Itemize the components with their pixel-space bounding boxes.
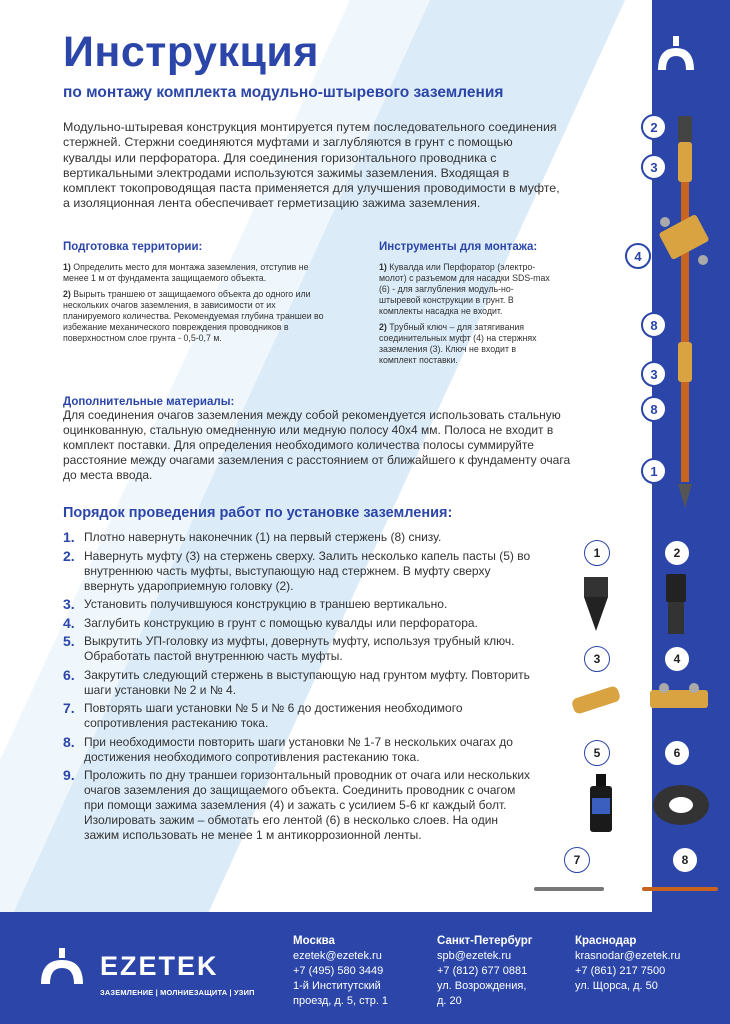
tools-heading: Инструменты для монтажа:	[379, 241, 538, 253]
step-item	[63, 634, 533, 664]
city-krasnodar	[575, 934, 680, 994]
prep-heading: Подготовка территории:	[63, 241, 203, 253]
page-subtitle: по монтажу комплекта модульно-штыревого заземления	[63, 84, 504, 101]
clamp-part-image	[646, 678, 712, 720]
diagram-label: 2	[641, 114, 667, 140]
intro-paragraph: Модульно-штыревая конструкция монтируется путем последовательного соединения стержней. Стержни соединяются муфтами и заглубляются в грунт с помощью кувалды или перфоратора. Для соединения горизонтального проводника с вертикальными электродами используются зажимы заземления. Входящая в комплект токопроводящая паста применяется для улучшения проводимости в муфте, а изоляционная лента обеспечивает герметизацию зажима заземления.	[63, 120, 560, 211]
impact-head	[678, 116, 692, 142]
tools-item	[379, 262, 554, 317]
part-label: 4	[664, 646, 690, 672]
city-phone[interactable]: +7 (861) 217 7500	[575, 965, 666, 977]
prep-list	[63, 262, 328, 349]
tools-item-num: 1)	[379, 262, 387, 272]
step-item	[63, 530, 533, 545]
step-number: 7.	[63, 700, 75, 716]
step-text: При необходимости повторить шаги установки № 1-7 в нескольких очагах до достижения необходимого сопротивления растеканию тока.	[84, 734, 513, 764]
bar-part-image	[534, 884, 604, 894]
step-item	[63, 735, 533, 765]
city-email[interactable]: spb@ezetek.ru	[437, 950, 512, 962]
step-number: 4.	[63, 614, 75, 631]
city-phone[interactable]: +7 (812) 677 0881	[437, 965, 528, 977]
coupling-mid	[678, 342, 692, 382]
tools-item-text: Кувалда или Перфоратор (электро-молот) с разъемом для насадки SDS-max (6) - для заглубления модуль-но-штыревой конструкции в грунт. В комплекты насадка не входит.	[379, 262, 550, 316]
tape-roll-part-image	[650, 780, 712, 830]
city-address: ул. Возрождения,	[437, 980, 527, 992]
footer-tagline: ЗАЗЕМЛЕНИЕ | МОЛНИЕЗАЩИТА | УЗИП	[100, 988, 255, 997]
extra-heading: Дополнительные материалы:	[63, 396, 235, 408]
step-number: 2.	[63, 547, 75, 564]
steps-list	[63, 530, 533, 847]
step-item	[63, 768, 533, 843]
coupling-part-image	[566, 682, 626, 718]
rod-part-image	[642, 884, 718, 894]
prep-item-num: 1)	[63, 262, 71, 272]
part-label: 6	[664, 740, 690, 766]
step-item	[63, 616, 533, 631]
diagram-label: 3	[641, 154, 667, 180]
tools-item-num: 2)	[379, 322, 387, 332]
city-address: д. 20	[437, 995, 462, 1007]
city-phone[interactable]: +7 (495) 580 3449	[293, 965, 384, 977]
diagram-label: 8	[641, 312, 667, 338]
city-address: 1-й Институтский	[293, 980, 381, 992]
tools-list	[379, 262, 554, 371]
step-number: 8.	[63, 733, 75, 750]
step-text: Выкрутить УП-головку из муфты, довернуть муфту, используя трубный ключ. Обработать пастой внутреннюю часть муфты.	[84, 634, 515, 663]
step-text: Заглубить конструкцию в грунт с помощью кувалды или перфоратора.	[84, 615, 478, 630]
step-text: Проложить по дну траншеи горизонтальный проводник от очага или нескольких очагов заземления до защищаемого объекта. Соединить проводник с очагом при помощи зажима заземления (4) и зажать с усилием 5-6 кг каждый болт. Изолировать зажим – обмотать его лентой (6) в несколько слоев. На один зажим использовать не менее 1 м антикоррозионной ленты.	[84, 768, 531, 842]
step-item	[63, 549, 533, 594]
footer-brand: EZETEK	[100, 951, 219, 981]
part-label: 1	[584, 540, 610, 566]
city-email[interactable]: krasnodar@ezetek.ru	[575, 950, 681, 962]
diagram-label: 1	[641, 458, 667, 484]
part-label: 5	[584, 740, 610, 766]
step-text: Установить получившуюся конструкцию в траншею вертикально.	[84, 597, 448, 611]
tools-item-text: Трубный ключ – для затягивания соединительных муфт (4) на стержнях заземления (3). Ключ не входит в комплект поставки.	[379, 322, 537, 365]
city-name: Санкт-Петербург	[437, 935, 533, 947]
paste-bottle-part-image	[586, 772, 616, 834]
prep-item-text: Вырыть траншею от защищаемого объекта до одного или нескольких очагов заземления, в зависимости от их планируемого количества. Рекомендуемая глубина траншеи во избежание механического повреждения проводников в поверхностном слое грунта - 0,5-0,7 м.	[63, 289, 324, 343]
clamp-bolt	[698, 255, 708, 265]
part-label: 3	[584, 646, 610, 672]
footer-logo-icon	[38, 948, 86, 984]
diagram-label: 8	[641, 396, 667, 422]
rod-shaft	[681, 142, 689, 482]
city-name: Краснодар	[575, 935, 637, 947]
clamp-bolt	[660, 217, 670, 227]
extra-paragraph: Для соединения очагов заземления между собой рекомендуется использовать стальную оцинкованную, стальную омедненную или медную полосу 40х4 мм. Полоса не входит в комплект поставки. Для определения необходимого количества полосы суммируйте расстояние между очагами заземления с расстоянием от ближайшего к фундаменту очага до места ввода.	[63, 408, 571, 482]
prep-item-text: Определить место для монтажа заземления, отступив не менее 1 м от фундамента защищаемого объекта.	[63, 262, 309, 283]
tip	[678, 484, 692, 508]
prep-item	[63, 289, 328, 344]
step-item	[63, 668, 533, 698]
step-number: 6.	[63, 666, 75, 683]
part-label: 8	[672, 847, 698, 873]
step-number: 9.	[63, 767, 75, 783]
step-item	[63, 597, 533, 612]
city-address: проезд, д. 5, стр. 1	[293, 995, 389, 1007]
step-text: Навернуть муфту (3) на стержень сверху. Залить несколько капель пасты (5) во внутреннюю часть муфты, выступающую над стержнем. В муфту сверху ввернуть удароприемную головку (2).	[84, 548, 531, 593]
page-title: Инструкция	[63, 28, 319, 76]
step-text: Плотно навернуть наконечник (1) на первый стержень (8) снизу.	[84, 530, 442, 544]
step-item	[63, 701, 533, 731]
diagram-label: 3	[641, 361, 667, 387]
part-label: 7	[564, 847, 590, 873]
step-number: 3.	[63, 596, 75, 612]
coupling-top	[678, 142, 692, 182]
step-number: 1.	[63, 529, 75, 545]
city-moscow	[293, 934, 388, 1009]
step-text: Закрутить следующий стержень в выступающую над грунтом муфту. Повторить шаги установки № 2 и № 4.	[84, 667, 530, 697]
city-email[interactable]: ezetek@ezetek.ru	[293, 950, 382, 962]
part-label: 2	[664, 540, 690, 566]
step-number: 5.	[63, 633, 75, 649]
tools-item	[379, 322, 554, 366]
impact-head-part-image	[656, 572, 696, 638]
city-spb	[437, 934, 533, 1009]
diagram-label: 4	[625, 243, 651, 269]
prep-item-num: 2)	[63, 289, 71, 299]
prep-item	[63, 262, 328, 284]
step-text: Повторять шаги установки № 5 и № 6 до достижения необходимого сопротивления растеканию тока.	[84, 701, 463, 730]
tip-part-image	[576, 575, 616, 635]
city-name: Москва	[293, 935, 335, 947]
steps-heading: Порядок проведения работ по установке заземления:	[63, 505, 453, 521]
city-address: ул. Щорса, д. 50	[575, 980, 658, 992]
